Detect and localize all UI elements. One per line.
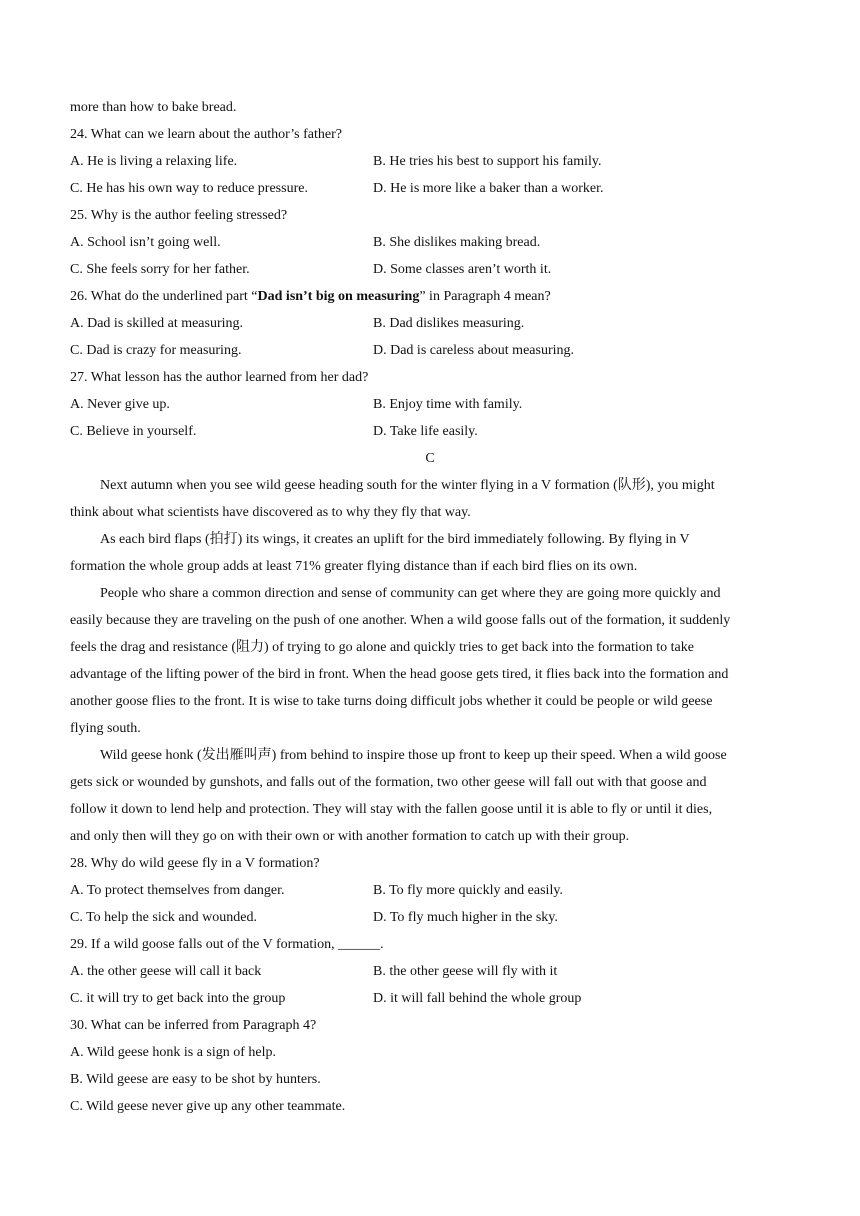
question-25-stem: 25. Why is the author feeling stressed? xyxy=(70,208,288,223)
passage-c-line: gets sick or wounded by gunshots, and falls out of the formation, two other geese will fall out with that goose and xyxy=(70,775,707,790)
passage-c-line: People who share a common direction and sense of community can get where they are going more quickly and xyxy=(100,586,721,601)
question-28-option-a: A. To protect themselves from danger. xyxy=(70,883,285,898)
question-29-option-d: D. it will fall behind the whole group xyxy=(373,991,582,1006)
passage-c-line: another goose flies to the front. It is wise to take turns doing difficult jobs whether it could be people or wild geese xyxy=(70,694,713,709)
question-30-option-c: C. Wild geese never give up any other teammate. xyxy=(70,1099,346,1114)
question-24-option-c: C. He has his own way to reduce pressure. xyxy=(70,181,308,196)
question-27-stem: 27. What lesson has the author learned from her dad? xyxy=(70,370,369,385)
question-27-option-a: A. Never give up. xyxy=(70,397,170,412)
question-26-stem-prefix: 26. What do the underlined part “ xyxy=(70,289,258,304)
question-26-stem-bold-phrase: Dad isn’t big on measuring xyxy=(257,289,420,304)
question-27-option-c: C. Believe in yourself. xyxy=(70,424,197,439)
section-c-heading: C xyxy=(425,451,435,466)
question-29-option-b: B. the other geese will fly with it xyxy=(373,964,558,979)
question-24-option-a: A. He is living a relaxing life. xyxy=(70,154,238,169)
question-26-stem-suffix: ” in Paragraph 4 mean? xyxy=(419,289,551,304)
question-24-option-d: D. He is more like a baker than a worker. xyxy=(373,181,604,196)
question-26-option-c: C. Dad is crazy for measuring. xyxy=(70,343,242,358)
question-30-stem: 30. What can be inferred from Paragraph 4? xyxy=(70,1018,317,1033)
passage-c-line: advantage of the lifting power of the bird in front. When the head goose gets tired, it flies back into the formation and xyxy=(70,667,729,682)
question-27-option-b: B. Enjoy time with family. xyxy=(373,397,523,412)
question-29-stem: 29. If a wild goose falls out of the V formation, ______. xyxy=(70,937,384,952)
question-25-option-b: B. She dislikes making bread. xyxy=(373,235,541,250)
question-28-option-b: B. To fly more quickly and easily. xyxy=(373,883,563,898)
question-25-option-a: A. School isn’t going well. xyxy=(70,235,221,250)
passage-c-line: As each bird flaps (拍打) its wings, it creates an uplift for the bird immediately following. By flying in V xyxy=(100,532,690,547)
question-30-option-a: A. Wild geese honk is a sign of help. xyxy=(70,1045,277,1060)
passage-c-line: easily because they are traveling on the push of one another. When a wild goose falls out of the formation, it suddenly xyxy=(70,613,731,628)
question-24-option-b: B. He tries his best to support his family. xyxy=(373,154,602,169)
passage-c-line: Wild geese honk (发出雁叫声) from behind to inspire those up front to keep up their speed. When a wild goose xyxy=(100,748,727,763)
passage-c-line: flying south. xyxy=(70,721,141,736)
passage-c-line: formation the whole group adds at least 71% greater flying distance than if each bird flies on its own. xyxy=(70,559,638,574)
question-28-stem: 28. Why do wild geese fly in a V formation? xyxy=(70,856,320,871)
question-28-option-d: D. To fly much higher in the sky. xyxy=(373,910,558,925)
question-27-option-d: D. Take life easily. xyxy=(373,424,478,439)
question-25-option-c: C. She feels sorry for her father. xyxy=(70,262,250,277)
passage-b-tail: more than how to bake bread. xyxy=(70,100,237,115)
passage-c-line: feels the drag and resistance (阻力) of trying to go alone and quickly tries to get back into the formation to take xyxy=(70,640,694,655)
question-28-option-c: C. To help the sick and wounded. xyxy=(70,910,257,925)
question-30-option-b: B. Wild geese are easy to be shot by hunters. xyxy=(70,1072,321,1087)
question-26-stem xyxy=(70,287,551,307)
question-25-option-d: D. Some classes aren’t worth it. xyxy=(373,262,552,277)
question-24-stem: 24. What can we learn about the author’s father? xyxy=(70,127,342,142)
question-29-option-c: C. it will try to get back into the group xyxy=(70,991,286,1006)
question-26-option-d: D. Dad is careless about measuring. xyxy=(373,343,574,358)
question-26-option-a: A. Dad is skilled at measuring. xyxy=(70,316,244,331)
question-29-option-a: A. the other geese will call it back xyxy=(70,964,262,979)
passage-c-line: and only then will they go on with their own or with another formation to catch up with their group. xyxy=(70,829,630,844)
question-26-option-b: B. Dad dislikes measuring. xyxy=(373,316,525,331)
passage-c-line: Next autumn when you see wild geese heading south for the winter flying in a V formation (队形), you might xyxy=(100,478,715,493)
passage-c-line: follow it down to lend help and protection. They will stay with the fallen goose until it is able to fly or until it dies, xyxy=(70,802,713,817)
passage-c-line: think about what scientists have discovered as to why they fly that way. xyxy=(70,505,471,520)
